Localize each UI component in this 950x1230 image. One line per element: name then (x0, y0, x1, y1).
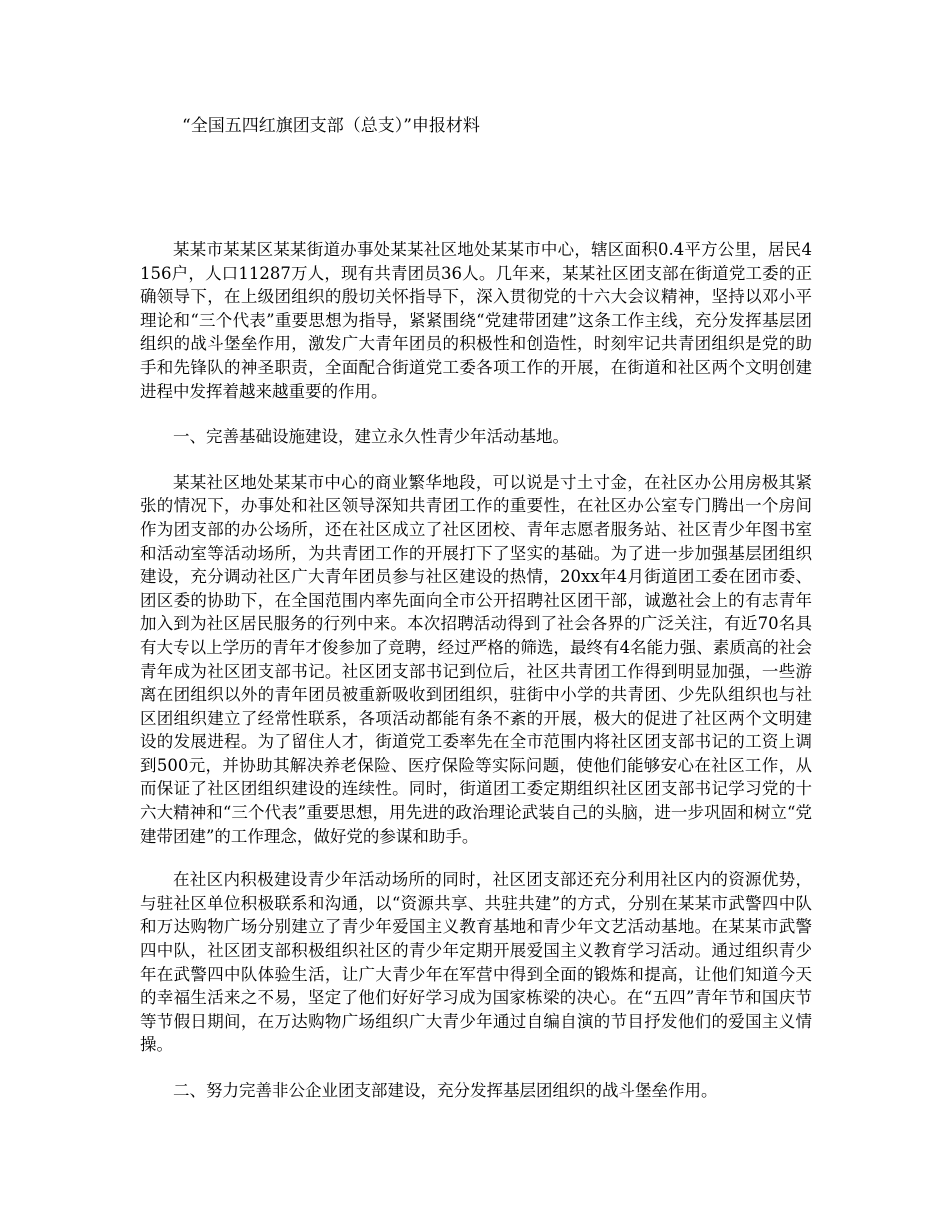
section-2-heading: 二、努力完善非公企业团支部建设，充分发挥基层团组织的战斗堡垒作用。 (173, 1081, 718, 1100)
section-1-heading: 一、完善基础设施建设，建立永久性青少年活动基地。 (173, 427, 569, 447)
intro-paragraph: 某某市某某区某某街道办事处某某社区地处某某市中心，辖区面积0.4平方公里，居民4156户，人口11287万人，现有共青团员36人。几年来，某某社区团支部在街道党工委的正确领导下，在上级团组织的殷切关怀指导下，深入贯彻党的十六大会议精神，坚持以邓小平理论和“三个代表”重要思想为指导，紧紧围绕“党建带团建”这条工作主线，充分发挥基层团组织的战斗堡垒作用，激发广大青年团员的积极性和创造性，时刻牢记共青团组织是党的助手和先锋队的神圣职责，全面配合街道党工委各项工作的开展，在街道和社区两个文明创建进程中发挥着越来越重要的作用。 (140, 240, 812, 401)
document-body (140, 238, 812, 1103)
section-1-paragraph-2: 在社区内积极建设青少年活动场所的同时，社区团支部还充分利用社区内的资源优势，与驻社区单位积极联系和沟通，以“资源共享、共驻共建”的方式，分别在某某市武警四中队和万达购物广场分别建立了青少年爱国主义教育基地和青少年文艺活动基地。在某某市武警四中队，社区团支部积极组织社区的青少年定期开展爱国主义教育学习活动。通过组织青少年在武警四中队体验生活，让广大青少年在军营中得到全面的锻炼和提高，让他们知道今天的幸福生活来之不易，坚定了他们好好学习成为国家栋梁的决心。在“五四”青年节和国庆节等节假日期间，在万达购物广场组织广大青少年通过自编自演的节目抒发他们的爱国主义情操。 (140, 870, 812, 1055)
document-title: “全国五四红旗团支部（总支）”申报材料 (182, 116, 480, 136)
section-1-paragraph-1: 某某社区地处某某市中心的商业繁华地段，可以说是寸土寸金，在社区办公用房极其紧张的情况下，办事处和社区领导深知共青团工作的重要性，在社区办公室专门腾出一个房间作为团支部的办公场所，还在社区成立了社区团校、青年志愿者服务站、社区青少年图书室和活动室等活动场所，为共青团工作的开展打下了坚实的基础。为了进一步加强基层团组织建设，充分调动社区广大青年团员参与社区建设的热情，20xx年4月街道团工委在团市委、团区委的协助下，在全国范围内率先面向全市公开招聘社区团干部，诚邀社会上的有志青年加入到为社区居民服务的行列中来。本次招聘活动得到了社会各界的广泛关注，有近70名具有大专以上学历的青年才俊参加了竞聘，经过严格的筛选，最终有4名能力强、素质高的社会青年成为社区团支部书记。社区团支部书记到位后，社区共青团工作得到明显加强，一些游离在团组织以外的青年团员被重新吸收到团组织，驻街中小学的共青团、少先队组织也与社区团组织建立了经常性联系，各项活动都能有条不紊的开展，极大的促进了社区两个文明建设的发展进程。为了留住人才，街道党工委率先在全市范围内将社区团支部书记的工资上调到500元，并协助其解决养老保险、医疗保险等实际问题，使他们能够安心在社区工作，从而保证了社区团组织建设的连续性。同时，街道团工委定期组织社区团支部书记学习党的十六大精神和“三个代表”重要思想，用先进的政治理论武装自己的头脑，进一步巩固和树立“党建带团建”的工作理念，做好党的参谋和助手。 (140, 472, 812, 846)
